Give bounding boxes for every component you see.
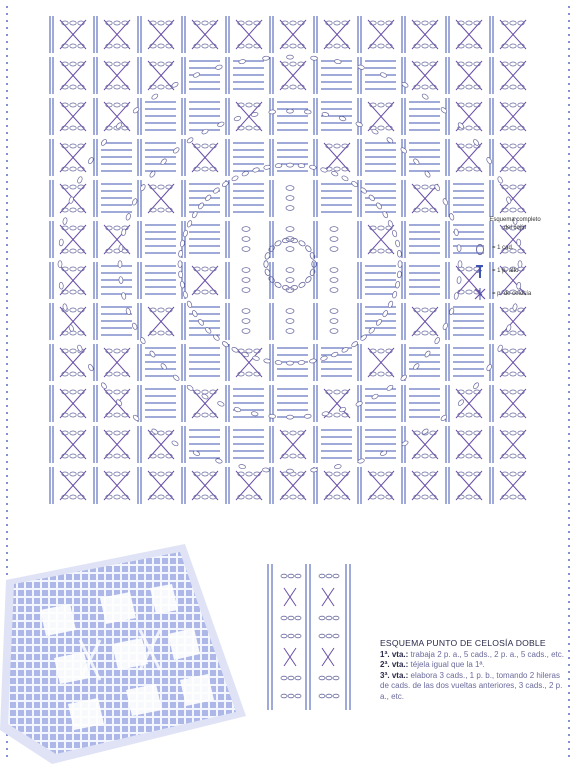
chart-cell bbox=[314, 221, 338, 258]
legend-label-lace: = p. de celosía bbox=[492, 291, 532, 297]
legend-label-double-crochet: = 1 p. alto bbox=[492, 268, 519, 274]
chart-cell bbox=[138, 98, 176, 135]
chart-cell bbox=[138, 57, 174, 94]
lace-cross-icon bbox=[470, 287, 492, 301]
chart-cell bbox=[270, 303, 294, 340]
chart-cell bbox=[94, 180, 132, 217]
chart-cell bbox=[402, 385, 440, 422]
legend-item-lace bbox=[470, 287, 560, 301]
chart-cell bbox=[358, 344, 394, 381]
pillow-photo bbox=[0, 540, 250, 764]
chart-cell bbox=[226, 98, 262, 135]
chart-cell bbox=[490, 426, 526, 463]
chart-cell bbox=[182, 57, 220, 94]
row1-text: trabaja 2 p. a., 5 cads., 2 p. a., 5 cads., etc. bbox=[408, 649, 564, 659]
chart-cell bbox=[490, 303, 526, 340]
row3-text: elabora 3 cads., 1 p. b., tomando 2 hileras de cads. de las dos vueltas anteriores, 3 cads., 2 p. a., etc. bbox=[380, 670, 563, 701]
sample-chain bbox=[319, 574, 325, 578]
sample-chain bbox=[281, 676, 287, 680]
sample-chain bbox=[288, 616, 294, 620]
chart-cell bbox=[138, 303, 174, 340]
instruction-row-2 bbox=[380, 660, 570, 671]
chart-cell bbox=[446, 180, 484, 217]
instruction-row-1 bbox=[380, 650, 570, 661]
chart-cell bbox=[138, 344, 176, 381]
chart-cell bbox=[314, 303, 338, 340]
chart-cell bbox=[50, 57, 86, 94]
chart-cell bbox=[358, 57, 396, 94]
chart-cell bbox=[358, 98, 394, 135]
chart-cell bbox=[138, 385, 176, 422]
chart-cell bbox=[314, 98, 352, 135]
chart-cell bbox=[182, 16, 218, 53]
legend-item-chain bbox=[470, 241, 560, 255]
chart-cell bbox=[94, 385, 130, 422]
sample-chain bbox=[326, 694, 332, 698]
chart-cell bbox=[226, 385, 264, 422]
chart-cell bbox=[94, 467, 130, 504]
stitch-pattern-sample bbox=[262, 562, 358, 712]
sample-chain bbox=[281, 634, 287, 638]
chart-cell bbox=[138, 467, 174, 504]
sample-chain bbox=[281, 574, 287, 578]
chart-cell bbox=[138, 221, 176, 258]
chart-cell bbox=[402, 467, 438, 504]
chart-cell bbox=[182, 98, 220, 135]
chart-cell bbox=[358, 262, 396, 299]
sample-chain bbox=[319, 694, 325, 698]
chart-cell bbox=[94, 344, 130, 381]
legend-title-line2: del cojín bbox=[503, 225, 527, 231]
chart-cell bbox=[490, 16, 526, 53]
chart-cell bbox=[358, 426, 396, 463]
sample-chain bbox=[333, 574, 339, 578]
instruction-row-3 bbox=[380, 671, 570, 703]
chart-cell bbox=[182, 467, 218, 504]
legend-label-chain: = 1 cad. bbox=[492, 245, 514, 251]
chart-cell bbox=[50, 98, 86, 135]
sample-chain bbox=[288, 574, 294, 578]
sample-chain bbox=[288, 694, 294, 698]
legend bbox=[470, 216, 560, 301]
chart-cell bbox=[402, 303, 438, 340]
chart-cell bbox=[358, 385, 396, 422]
sample-chain bbox=[281, 694, 287, 698]
chart-cell bbox=[270, 262, 294, 299]
row2-lead: 2ª. vta.: bbox=[380, 660, 409, 669]
chart-cell bbox=[50, 467, 86, 504]
sample-chain bbox=[288, 634, 294, 638]
chart-cell bbox=[446, 426, 482, 463]
sample-chain bbox=[319, 616, 325, 620]
chart-cell bbox=[94, 139, 132, 176]
chart-cell bbox=[358, 221, 394, 258]
chart-cell bbox=[490, 98, 526, 135]
instructions-title: ESQUEMA PUNTO DE CELOSÍA DOBLE bbox=[380, 638, 546, 648]
legend-title-line1: Esquema completo bbox=[489, 217, 541, 223]
sample-chain bbox=[295, 634, 301, 638]
legend-title bbox=[470, 216, 560, 232]
chart-cell bbox=[94, 221, 130, 258]
chart-cell bbox=[402, 344, 440, 381]
chart-cell bbox=[270, 180, 294, 217]
sample-chain bbox=[295, 616, 301, 620]
sample-chain bbox=[326, 616, 332, 620]
row2-text: téjela igual que la 1ª. bbox=[408, 660, 485, 669]
chart-cell bbox=[182, 344, 220, 381]
chart-cell bbox=[314, 426, 352, 463]
chart-cell bbox=[94, 98, 130, 135]
chart-cell bbox=[226, 344, 262, 381]
chart-cell bbox=[490, 467, 526, 504]
chart-cell bbox=[94, 262, 132, 299]
sample-chain bbox=[326, 634, 332, 638]
chart-cell bbox=[402, 139, 440, 176]
chart-cell bbox=[446, 385, 482, 422]
chart-cell bbox=[446, 467, 482, 504]
chart-cell bbox=[490, 344, 526, 381]
chart-cell bbox=[50, 303, 86, 340]
chart-cell bbox=[138, 262, 176, 299]
sample-chain bbox=[281, 616, 287, 620]
chart-cell bbox=[314, 139, 350, 176]
chart-cell bbox=[182, 180, 220, 217]
sample-chain bbox=[326, 574, 332, 578]
sample-chain bbox=[319, 676, 325, 680]
chain-icon bbox=[470, 241, 492, 255]
sample-chain bbox=[295, 574, 301, 578]
chart-cell bbox=[314, 262, 338, 299]
chart-cell bbox=[138, 16, 174, 53]
chart-cell bbox=[226, 467, 262, 504]
chart-cell bbox=[314, 385, 350, 422]
chart-cell bbox=[50, 16, 86, 53]
chart-cell bbox=[270, 221, 294, 258]
chart-cell bbox=[270, 98, 308, 135]
chart-cell bbox=[402, 57, 438, 94]
chart-cell bbox=[402, 98, 440, 135]
chart-cell bbox=[182, 139, 218, 176]
chart-cell bbox=[402, 262, 440, 299]
sample-chain bbox=[333, 616, 339, 620]
instructions bbox=[380, 638, 570, 702]
chart-cell bbox=[50, 180, 86, 217]
double-crochet-icon bbox=[470, 264, 492, 278]
chart-cell bbox=[314, 467, 350, 504]
sample-chain bbox=[295, 676, 301, 680]
chart-cell bbox=[490, 57, 526, 94]
chart-cell bbox=[226, 426, 264, 463]
chart-cell bbox=[314, 180, 352, 217]
sample-chain bbox=[333, 634, 339, 638]
row1-lead: 1ª. vta.: bbox=[380, 649, 409, 659]
chart-cell bbox=[226, 221, 250, 258]
chart-cell bbox=[446, 98, 482, 135]
chart-cell bbox=[50, 385, 86, 422]
chart-cell bbox=[50, 221, 86, 258]
chart-cell bbox=[50, 262, 86, 299]
chart-cell bbox=[226, 16, 262, 53]
row3-lead: 3ª. vta.: bbox=[380, 670, 409, 680]
chart-cell bbox=[446, 16, 482, 53]
chart-cell bbox=[270, 16, 306, 53]
chart-cell bbox=[94, 57, 130, 94]
chart-cell bbox=[402, 16, 438, 53]
chart-cell bbox=[358, 467, 394, 504]
chart-cell bbox=[94, 426, 130, 463]
chart-cell bbox=[270, 57, 306, 94]
chart-cell bbox=[314, 16, 350, 53]
chart-cell bbox=[270, 426, 306, 463]
chart-cell bbox=[446, 57, 482, 94]
chart-cell bbox=[358, 16, 394, 53]
chart-cell bbox=[50, 426, 86, 463]
chart-cell bbox=[490, 385, 526, 422]
chart-cell bbox=[402, 221, 440, 258]
chart-cell bbox=[358, 139, 396, 176]
sample-chain bbox=[319, 634, 325, 638]
chart-cell bbox=[182, 385, 218, 422]
sample-chain bbox=[333, 676, 339, 680]
chart-cell bbox=[182, 426, 220, 463]
chart-cell bbox=[50, 139, 86, 176]
chart-cell bbox=[314, 57, 352, 94]
chart-cell bbox=[226, 180, 264, 217]
chart-cell bbox=[138, 139, 176, 176]
chart-cell bbox=[490, 139, 526, 176]
chart-cell bbox=[226, 303, 250, 340]
chart-cell bbox=[270, 139, 308, 176]
sample-chain bbox=[295, 694, 301, 698]
chart-cell bbox=[402, 180, 438, 217]
chart-cell bbox=[358, 180, 396, 217]
sample-chain bbox=[288, 676, 294, 680]
legend-item-double-crochet bbox=[470, 264, 560, 278]
sample-chain bbox=[333, 694, 339, 698]
chart-cell bbox=[94, 16, 130, 53]
chart-cell bbox=[226, 262, 250, 299]
chart-cell bbox=[446, 344, 484, 381]
sample-chain bbox=[326, 676, 332, 680]
